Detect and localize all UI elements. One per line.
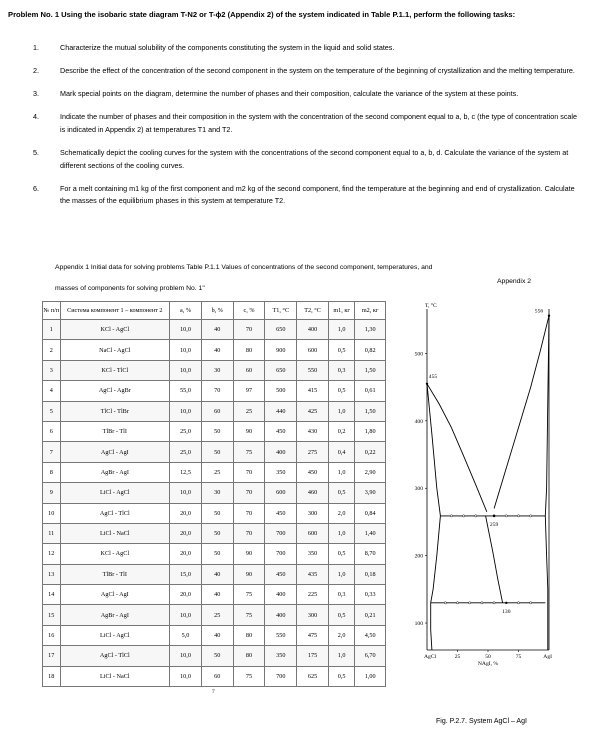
table-cell: 6 (43, 421, 61, 441)
table-cell: 1,30 (355, 320, 386, 340)
table-cell: 1,50 (355, 401, 386, 421)
table-cell: 1,40 (355, 523, 386, 543)
table-cell: 440 (265, 401, 297, 421)
table-cell: 60 (201, 666, 233, 686)
table-cell: 25,0 (170, 421, 202, 441)
x-axis-label: NAgI, % (477, 661, 499, 667)
task-number: 4. (33, 112, 39, 122)
table-cell: 15 (43, 605, 61, 625)
chart-labels (415, 302, 553, 667)
line-marker (444, 602, 446, 604)
header-cell: T1, °C (265, 302, 297, 320)
table-cell: 14 (43, 585, 61, 605)
table-cell: 1,80 (355, 421, 386, 441)
table-cell: 70 (233, 483, 265, 503)
table-cell: 900 (265, 340, 297, 360)
table-cell: 10,0 (170, 483, 202, 503)
table-cell: 1,0 (328, 564, 354, 584)
table-cell: 12,5 (170, 462, 202, 482)
table-cell: 0,82 (355, 340, 386, 360)
table-cell: 0,3 (328, 360, 354, 380)
table-cell: 15,0 (170, 564, 202, 584)
table-cell: 350 (265, 462, 297, 482)
task-text: Indicate the number of phases and their composition in the system with the concentration of the second component equal to a, b, c (the type of concentration scale is indicated in Appendix 2) at temperatures T1 and T2. (60, 112, 578, 134)
table-cell: 1,0 (328, 320, 354, 340)
table-cell: 40 (201, 564, 233, 584)
task-number: 6. (33, 183, 39, 193)
table-cell: 50 (201, 646, 233, 666)
table-cell: 20,0 (170, 585, 202, 605)
table-cell: 550 (265, 625, 297, 645)
table-cell: 700 (265, 523, 297, 543)
header-cell: Система компонент 1 – компонент 2 (60, 302, 170, 320)
line-marker (463, 515, 465, 517)
table-cell: 2,90 (355, 462, 386, 482)
phase-curve-solvus-right (545, 516, 548, 650)
system-cell: KCl - TlCl (60, 360, 170, 380)
table-cell: 5 (43, 401, 61, 421)
table-cell: 0,21 (355, 605, 386, 625)
table-cell: 0,18 (355, 564, 386, 584)
table-cell: 25,0 (170, 442, 202, 462)
table-cell: 50 (201, 544, 233, 564)
table-cell: 1,50 (355, 360, 386, 380)
line-marker (469, 602, 471, 604)
table-cell: 30 (201, 360, 233, 380)
table-cell: 300 (297, 503, 329, 523)
table-cell: 700 (265, 544, 297, 564)
table-cell: 50 (201, 523, 233, 543)
table-cell: 17 (43, 646, 61, 666)
table-cell: 400 (265, 605, 297, 625)
table-cell: 425 (297, 401, 329, 421)
table-cell: 1,0 (328, 462, 354, 482)
header-cell: a, % (170, 302, 202, 320)
table-cell: 450 (265, 421, 297, 441)
table-cell: 60 (201, 401, 233, 421)
special-point-label: 556 (534, 308, 544, 315)
system-cell: TlBr - TlI (60, 421, 170, 441)
system-cell: KCl - AgCl (60, 320, 170, 340)
table-cell: 0,5 (328, 381, 354, 401)
table-cell: 30 (201, 483, 233, 503)
table-cell: 600 (297, 523, 329, 543)
system-cell: AgCl - TlCl (60, 503, 170, 523)
table-cell: 475 (297, 625, 329, 645)
system-cell: TlBr - TlI (60, 564, 170, 584)
table-cell: 0,5 (328, 544, 354, 564)
table-cell: 0,2 (328, 421, 354, 441)
table-cell: 70 (201, 381, 233, 401)
x-tick-label: 25 (454, 654, 461, 660)
header-cell: № п/п (43, 302, 61, 320)
header-cell: T2, °C (297, 302, 329, 320)
table-cell: 90 (233, 544, 265, 564)
line-marker (517, 602, 519, 604)
table-cell: 350 (265, 646, 297, 666)
table-cell: 3 (43, 360, 61, 380)
figure-caption: Fig. P.2.7. System AgCl – AgI (436, 718, 527, 725)
phase-curve-solidus-right (545, 316, 549, 516)
system-cell: AgBr - AgI (60, 462, 170, 482)
task-number: 1. (33, 43, 39, 52)
table-cell: 435 (297, 564, 329, 584)
task-number: 3. (33, 89, 39, 99)
table-cell: 0,33 (355, 585, 386, 605)
table-cell: 90 (233, 421, 265, 441)
system-cell: LiCl - NaCl (60, 523, 170, 543)
phase-curve-solvus-left (431, 516, 441, 603)
special-point-label: 455 (428, 373, 438, 380)
y-tick-label: 400 (414, 418, 423, 425)
table-cell: 275 (297, 442, 329, 462)
table-cell: 0,5 (328, 666, 354, 686)
line-marker (475, 515, 477, 517)
system-cell: LiCl - AgCl (60, 483, 170, 503)
table-cell: 0,3 (328, 585, 354, 605)
line-marker (456, 602, 458, 604)
table-cell: 12 (43, 544, 61, 564)
task-text: Schematically depict the cooling curves for the system with the concentrations of the second component equal to a, b, d. Calculate the variance of the system at different sections of the cooling curves. (60, 147, 569, 170)
table-cell: 20,0 (170, 544, 202, 564)
table-cell: 75 (233, 442, 265, 462)
table-cell: 350 (297, 544, 329, 564)
table-cell: 500 (265, 381, 297, 401)
line-marker (530, 515, 532, 517)
table-cell: 1,0 (328, 646, 354, 666)
table-cell: 10,0 (170, 401, 202, 421)
table-cell: 25 (201, 605, 233, 625)
table-cell: 430 (297, 421, 329, 441)
table-cell: 2,0 (328, 503, 354, 523)
table-cell: 3,90 (355, 483, 386, 503)
table-cell: 1,0 (328, 401, 354, 421)
table-cell: 40 (201, 320, 233, 340)
special-point (493, 515, 495, 517)
table-cell: 1,00 (355, 666, 386, 686)
table-cell: 0,61 (355, 381, 386, 401)
table-cell: 1 (43, 320, 61, 340)
table-cell: 700 (265, 666, 297, 686)
table-cell: 75 (233, 605, 265, 625)
table-cell: 13 (43, 564, 61, 584)
table-cell: 400 (265, 585, 297, 605)
table-cell: 50 (201, 442, 233, 462)
table-cell: 400 (265, 442, 297, 462)
table-cell: 97 (233, 381, 265, 401)
system-cell: AgCl - AgBr (60, 381, 170, 401)
task-number: 5. (33, 147, 39, 157)
line-marker (481, 602, 483, 604)
table-cell: 10,0 (170, 646, 202, 666)
table-cell: 5,0 (170, 625, 202, 645)
table-cell: 0,22 (355, 442, 386, 462)
special-point-label: 130 (502, 608, 511, 615)
table-cell: 460 (297, 483, 329, 503)
table-cell: 9 (43, 483, 61, 503)
phase-curve-solvus-left-low (431, 603, 432, 650)
system-cell: AgCl - TlCl (60, 646, 170, 666)
left-component-label: AgCl (424, 654, 437, 660)
phase-curve-solvus-mid (486, 516, 503, 603)
task-text: Characterize the mutual solubility of the components constituting the system in the liquid and solid states. (60, 43, 395, 52)
table-cell: 650 (265, 320, 297, 340)
system-cell: KCl - AgCl (60, 544, 170, 564)
table-cell: 60 (233, 360, 265, 380)
table-cell: 10,0 (170, 320, 202, 340)
y-tick-label: 300 (414, 486, 423, 493)
line-marker (493, 602, 495, 604)
table-cell: 16 (43, 625, 61, 645)
table-cell: 70 (233, 462, 265, 482)
table-cell: 450 (297, 462, 329, 482)
table-cell: 20,0 (170, 503, 202, 523)
line-marker (505, 515, 507, 517)
task-number: 2. (33, 66, 39, 76)
table-cell: 55,0 (170, 381, 202, 401)
system-cell: AgCl - AgI (60, 442, 170, 462)
line-marker (530, 602, 532, 604)
system-cell: TlCl - TlBr (60, 401, 170, 421)
task-text: For a melt containing m1 kg of the first component and m2 kg of the second component, find the temperature at the beginning and end of crystallization. Calculate the masses of the equilibrium phases in this system at temperature T2. (60, 183, 575, 206)
system-cell: LiCl - NaCl (60, 666, 170, 686)
table-cell: 70 (233, 320, 265, 340)
phase-curve-liquidus-right (494, 316, 549, 509)
system-cell: LiCl - AgCl (60, 625, 170, 645)
special-point (548, 314, 550, 316)
table-cell: 550 (297, 360, 329, 380)
table-cell: 0,5 (328, 340, 354, 360)
y-tick-label: 100 (414, 621, 423, 628)
table-cell: 2 (43, 340, 61, 360)
header-cell: c, % (233, 302, 265, 320)
system-cell: AgBr - AgI (60, 605, 170, 625)
table-cell: 40 (201, 625, 233, 645)
task-text: Mark special points on the diagram, determine the number of phases and their composition, calculate the variance of the system at these points. (60, 89, 519, 99)
table-cell: 4,50 (355, 625, 386, 645)
table-cell: 10,0 (170, 666, 202, 686)
line-marker (450, 515, 452, 517)
table-cell: 4 (43, 381, 61, 401)
header-cell: m2, кг (355, 302, 386, 320)
table-cell: 7 (43, 442, 61, 462)
table-cell: 415 (297, 381, 329, 401)
table-cell: 8,70 (355, 544, 386, 564)
table-cell: 450 (265, 564, 297, 584)
table-cell: 225 (297, 585, 329, 605)
y-tick-label: 500 (414, 351, 423, 358)
table-cell: 18 (43, 666, 61, 686)
table-cell: 25 (233, 401, 265, 421)
y-axis-label: T, °C (425, 303, 437, 309)
table-cell: 2,0 (328, 625, 354, 645)
table-cell: 20,0 (170, 523, 202, 543)
table-cell: 50 (201, 503, 233, 523)
table-cell: 1,0 (328, 523, 354, 543)
special-point-label: 259 (489, 521, 499, 528)
phase-curve-solidus-left (427, 384, 440, 516)
right-component-label: AgI (543, 654, 552, 660)
table-cell: 70 (233, 523, 265, 543)
system-cell: AgCl - AgI (60, 585, 170, 605)
table-cell: 90 (233, 564, 265, 584)
table-cell: 8 (43, 462, 61, 482)
problem-title: Problem No. 1 Using the isobaric state diagram T-N2 or T-ϕ2 (Appendix 2) of the system indicated in Table P.1.1, perform the following tasks: (8, 10, 516, 19)
table-cell: 11 (43, 523, 61, 543)
table-cell: 75 (233, 585, 265, 605)
table-cell: 75 (233, 666, 265, 686)
table-cell: 400 (297, 320, 329, 340)
table-cell: 6,70 (355, 646, 386, 666)
table-cell: 80 (233, 340, 265, 360)
table-cell: 450 (265, 503, 297, 523)
chart-axes (425, 309, 549, 652)
system-cell: NaCl - AgCl (60, 340, 170, 360)
table-cell: 0,4 (328, 442, 354, 462)
header-cell: b, % (201, 302, 233, 320)
appendix1-caption: Appendix 1 Initial data for solving problems Table P.1.1 Values of concentrations of the second component, temperatures, and masses of components for solving problem No. 1" (55, 264, 433, 292)
table-cell: 10 (43, 503, 61, 523)
table-cell: 625 (297, 666, 329, 686)
table-cell: 600 (297, 340, 329, 360)
table-cell: 80 (233, 625, 265, 645)
table-cell: 40 (201, 585, 233, 605)
table-cell: 70 (233, 503, 265, 523)
phase-curve-liquidus-left (427, 384, 487, 512)
table-cell: 0,5 (328, 483, 354, 503)
table-cell: 0,5 (328, 605, 354, 625)
special-point (426, 383, 428, 385)
special-point (505, 602, 507, 604)
table-cell: 10,0 (170, 605, 202, 625)
x-tick-label: 75 (515, 654, 522, 660)
table-cell: 50 (201, 421, 233, 441)
table-cell: 80 (233, 646, 265, 666)
table-cell: 300 (297, 605, 329, 625)
appendix2-label: Appendix 2 (497, 278, 532, 285)
table-cell: 650 (265, 360, 297, 380)
table-cell: 175 (297, 646, 329, 666)
table-cell: 40 (201, 340, 233, 360)
table-cell: 600 (265, 483, 297, 503)
table-cell: 10,0 (170, 360, 202, 380)
table-cell: 10,0 (170, 340, 202, 360)
header-cell: m1, кг (328, 302, 354, 320)
table-cell: 25 (201, 462, 233, 482)
task-text: Describe the effect of the concentration of the second component in the system on the temperature of the beginning of crystallization and the melting temperature. (60, 66, 575, 76)
y-tick-label: 200 (414, 553, 423, 560)
line-marker (517, 515, 519, 517)
page-number: 7 (212, 689, 215, 695)
x-tick-label: 50 (485, 654, 491, 660)
table-cell: 0,84 (355, 503, 386, 523)
chart-curves (426, 314, 550, 650)
